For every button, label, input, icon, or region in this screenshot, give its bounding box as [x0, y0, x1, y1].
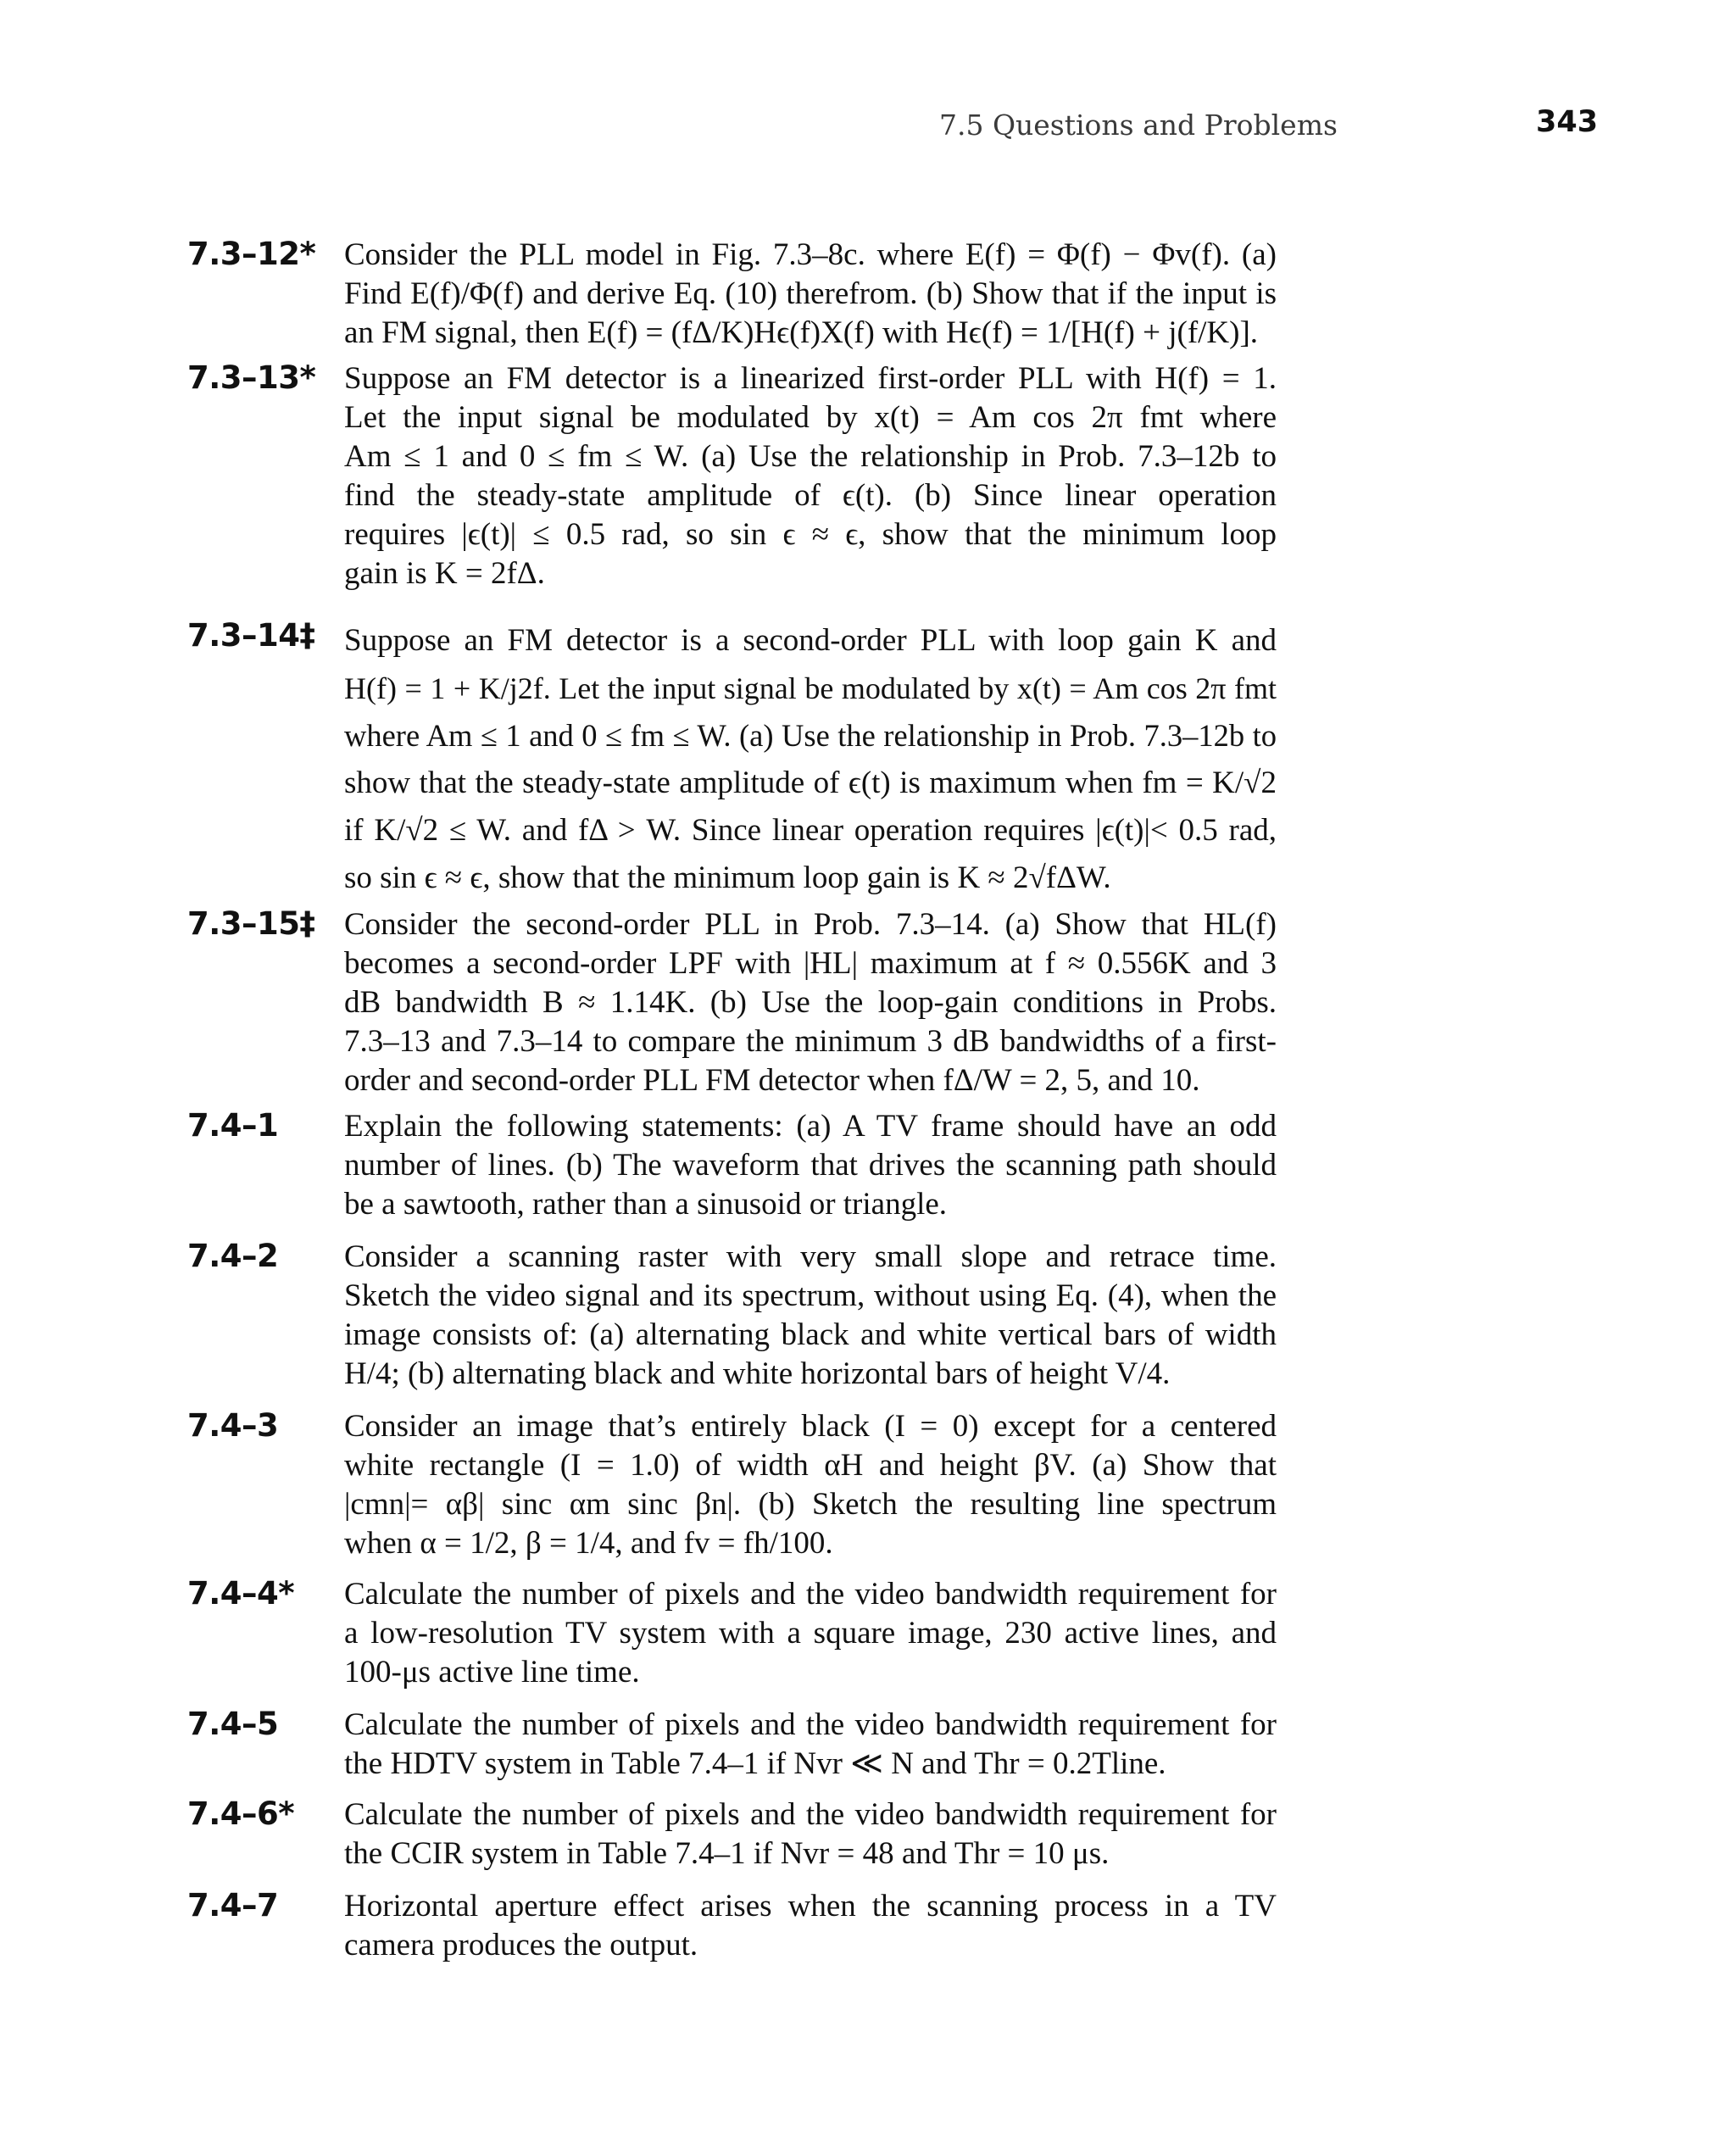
- text-line: Suppose an FM detector is a linearized first-order PLL with H(f) = 1.: [344, 361, 1277, 396]
- text-line: H/4; (b) alternating black and white horizontal bars of height V/4.: [344, 1356, 1171, 1391]
- problem-number: 7.3–13*: [187, 359, 316, 396]
- text-line: if K/√2 ≤ W. and fΔ > W. Since linear operation requires |ϵ(t)|< 0.5 rad,: [344, 813, 1277, 848]
- problem-number: 7.4–1: [187, 1107, 279, 1144]
- problem-text: [344, 1107, 1277, 1224]
- text-line: white rectangle (I = 1.0) of width αH and height βV. (a) Show that: [344, 1448, 1277, 1483]
- text-line: the CCIR system in Table 7.4–1 if Nvr = 48 and Thr = 10 μs.: [344, 1836, 1110, 1871]
- text-line: Let the input signal be modulated by x(t) = Am cos 2π fmt where: [344, 400, 1277, 435]
- text-line: a low-resolution TV system with a square image, 230 active lines, and: [344, 1616, 1277, 1651]
- text-line: becomes a second-order LPF with |HL| maximum at f ≈ 0.556K and 3: [344, 946, 1277, 981]
- text-line: number of lines. (b) The waveform that drives the scanning path should: [344, 1148, 1277, 1183]
- text-line: Consider the second-order PLL in Prob. 7.3–14. (a) Show that HL(f): [344, 907, 1277, 942]
- text-line: Consider a scanning raster with very small slope and retrace time.: [344, 1239, 1277, 1274]
- text-line: show that the steady-state amplitude of ϵ(t) is maximum when fm = K/√2: [344, 766, 1277, 800]
- text-line: image consists of: (a) alternating black and white vertical bars of width: [344, 1317, 1277, 1352]
- text-line: find the steady-state amplitude of ϵ(t). (b) Since linear operation: [344, 478, 1277, 513]
- problem-text: [344, 1238, 1277, 1394]
- text-line: Calculate the number of pixels and the video bandwidth requirement for: [344, 1707, 1277, 1742]
- text-line: Horizontal aperture effect arises when the scanning process in a TV: [344, 1889, 1277, 1924]
- problem-text: [344, 1575, 1277, 1692]
- running-head: 7.5 Questions and Problems: [939, 109, 1338, 142]
- text-line: Am ≤ 1 and 0 ≤ fm ≤ W. (a) Use the relationship in Prob. 7.3–12b to: [344, 439, 1277, 474]
- problem-number: 7.4–4*: [187, 1575, 295, 1612]
- text-line: Sketch the video signal and its spectrum, without using Eq. (4), when the: [344, 1278, 1277, 1313]
- page-number: 343: [1536, 105, 1599, 139]
- problem-text: [344, 617, 1277, 902]
- problem-number: 7.3–12*: [187, 236, 316, 272]
- text-line: an FM signal, then E(f) = (fΔ/K)Hϵ(f)X(f) with Hϵ(f) = 1/[H(f) + j(f/K)].: [344, 315, 1259, 350]
- text-line: gain is K = 2fΔ.: [344, 556, 545, 591]
- problem-number: 7.4–7: [187, 1887, 279, 1924]
- text-line: Suppose an FM detector is a second-order PLL with loop gain K and: [344, 623, 1277, 658]
- text-line: requires |ϵ(t)| ≤ 0.5 rad, so sin ϵ ≈ ϵ, show that the minimum loop: [344, 517, 1277, 552]
- problem-number: 7.3–15‡: [187, 905, 315, 942]
- problem-text: [344, 1407, 1277, 1563]
- text-line: order and second-order PLL FM detector when fΔ/W = 2, 5, and 10.: [344, 1063, 1200, 1098]
- problem-text: [344, 236, 1277, 353]
- problem-number: 7.4–3: [187, 1407, 279, 1444]
- text-line: 7.3–13 and 7.3–14 to compare the minimum 3 dB bandwidths of a first-: [344, 1024, 1277, 1059]
- text-line: where Am ≤ 1 and 0 ≤ fm ≤ W. (a) Use the relationship in Prob. 7.3–12b to: [344, 718, 1277, 753]
- problem-number: 7.4–2: [187, 1238, 279, 1274]
- problem-text: [344, 359, 1277, 593]
- text-line: |cmn|= αβ| sinc αm sinc βn|. (b) Sketch the resulting line spectrum: [344, 1487, 1277, 1522]
- text-line: Explain the following statements: (a) A TV frame should have an odd: [344, 1109, 1277, 1144]
- text-line: the HDTV system in Table 7.4–1 if Nvr ≪ N and Thr = 0.2Tline.: [344, 1746, 1166, 1781]
- text-line: Consider the PLL model in Fig. 7.3–8c. where E(f) = Φ(f) − Φv(f). (a): [344, 237, 1277, 272]
- text-line: camera produces the output.: [344, 1928, 698, 1962]
- text-line: when α = 1/2, β = 1/4, and fv = fh/100.: [344, 1526, 833, 1561]
- text-line: dB bandwidth B ≈ 1.14K. (b) Use the loop-gain conditions in Probs.: [344, 985, 1277, 1020]
- problem-text: [344, 1887, 1277, 1965]
- problem-number: 7.4–5: [187, 1706, 279, 1742]
- text-line: H(f) = 1 + K/j2f. Let the input signal be modulated by x(t) = Am cos 2π fmt: [344, 671, 1277, 705]
- text-line: Find E(f)/Φ(f) and derive Eq. (10) therefrom. (b) Show that if the input is: [344, 276, 1277, 311]
- text-line: so sin ϵ ≈ ϵ, show that the minimum loop gain is K ≈ 2√fΔW.: [344, 860, 1111, 895]
- problem-number: 7.3–14‡: [187, 617, 315, 654]
- problem-text: [344, 1795, 1277, 1873]
- problem-text: [344, 1706, 1277, 1784]
- text-line: 100-μs active line time.: [344, 1655, 640, 1690]
- problem-text: [344, 905, 1277, 1100]
- text-line: Consider an image that’s entirely black (I = 0) except for a centered: [344, 1409, 1277, 1444]
- text-line: be a sawtooth, rather than a sinusoid or triangle.: [344, 1187, 948, 1222]
- text-line: Calculate the number of pixels and the video bandwidth requirement for: [344, 1797, 1277, 1832]
- text-line: Calculate the number of pixels and the video bandwidth requirement for: [344, 1577, 1277, 1612]
- problem-number: 7.4–6*: [187, 1795, 295, 1832]
